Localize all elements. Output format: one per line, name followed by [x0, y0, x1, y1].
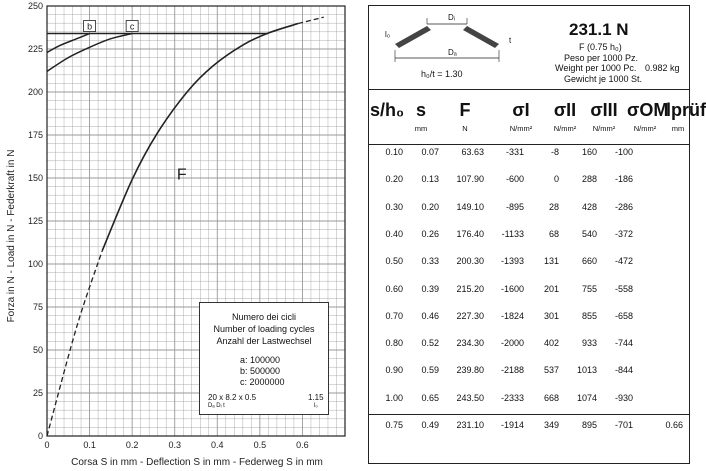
- table-cell: -331: [505, 147, 524, 157]
- table-cell: 933: [581, 338, 597, 349]
- column-unit: mm: [414, 124, 428, 133]
- table-row: [369, 256, 689, 276]
- y-tick-label: 25: [32, 388, 43, 398]
- table-cell: 895: [581, 420, 597, 430]
- table-cell: 0.13: [421, 174, 439, 185]
- legend-height: 1.15 l₀: [308, 393, 324, 409]
- legend-line-en: Number of loading cycles: [213, 324, 315, 334]
- table-cell: 0.70: [385, 310, 403, 321]
- column-symbol: F: [459, 100, 471, 120]
- table-row: [369, 229, 689, 249]
- table-cell: 176.40: [456, 228, 484, 239]
- table-row: [369, 147, 689, 167]
- column-header: [403, 100, 439, 133]
- table-cell: 0.40: [385, 228, 403, 239]
- table-cell: 0.66: [665, 420, 683, 430]
- table-cell: 0.20: [421, 201, 439, 212]
- column-header: [501, 100, 541, 133]
- column-unit: mm: [671, 124, 685, 133]
- table-cell: 149.10: [456, 201, 484, 212]
- table-row-reference: [369, 420, 689, 440]
- table-cell: 28: [548, 201, 559, 212]
- column-header: [666, 100, 706, 133]
- legend-line-de: Anzahl der Lastwechsel: [216, 336, 312, 346]
- y-axis-label: Forza in N - Load in N - Federkraft in N: [6, 149, 17, 323]
- column-header: [370, 100, 404, 124]
- table-cell: 660: [581, 256, 597, 267]
- y-tick-label: 225: [27, 44, 43, 54]
- x-tick-label: 0.5: [253, 440, 267, 450]
- table-cell: -930: [614, 392, 633, 403]
- legend-b: b: 500000: [240, 366, 281, 376]
- table-cell: 0.33: [421, 256, 439, 267]
- table-cell: 0.46: [421, 310, 439, 321]
- table-cell: -1600: [500, 283, 524, 294]
- table-cell: 402: [543, 338, 559, 349]
- table-cell: 68: [548, 228, 559, 239]
- x-tick-label: 0.4: [211, 440, 224, 450]
- x-axis-label: Corsa S in mm - Deflection S in mm - Federweg S in mm: [71, 457, 323, 468]
- table-cell: -1914: [500, 420, 524, 430]
- table-cell: 0.52: [421, 338, 439, 349]
- x-tick-label: 0.6: [296, 440, 309, 450]
- table-cell: 201: [543, 283, 559, 294]
- force-reference: F (0.75 h₀): [579, 42, 622, 52]
- column-symbol: s: [415, 100, 426, 120]
- table-row: [369, 393, 689, 413]
- column-symbol: σOM: [627, 100, 669, 120]
- table-cell: 1074: [576, 392, 597, 403]
- table-cell: 0: [553, 174, 559, 185]
- table-cell: 239.80: [456, 365, 484, 376]
- height-label: l₀: [385, 30, 391, 39]
- disc-spring-icon: [387, 10, 507, 70]
- table-cell: -472: [614, 256, 633, 267]
- inner-diameter-label: Dᵢ: [448, 13, 456, 22]
- y-tick-label: 250: [27, 1, 43, 11]
- table-cell: 540: [581, 228, 597, 239]
- table-row: [369, 284, 689, 304]
- table-cell: 0.59: [421, 365, 439, 376]
- table-cell: 428: [581, 201, 597, 212]
- table-cell: 0.60: [385, 283, 403, 294]
- table-row: [369, 365, 689, 385]
- spec-header: [369, 6, 689, 90]
- column-symbol: σII: [553, 100, 577, 120]
- series-c-label: c: [129, 21, 135, 32]
- table-cell: 0.50: [385, 256, 403, 267]
- weight-value: 0.982 kg: [645, 63, 680, 73]
- table-cell: 668: [543, 392, 559, 403]
- table-cell: 0.30: [385, 201, 403, 212]
- x-tick-label: 0.3: [168, 440, 181, 450]
- table-cell: -286: [614, 201, 633, 212]
- table-separator: [369, 414, 689, 415]
- table-cell: -600: [505, 174, 524, 185]
- table-cell: -1824: [500, 310, 524, 321]
- column-header: [627, 100, 669, 133]
- table-cell: 0.20: [385, 174, 403, 185]
- table-cell: 0.10: [385, 147, 403, 157]
- table-cell: 0.75: [385, 420, 403, 430]
- spring-data-panel: [368, 5, 706, 464]
- table-cell: 301: [543, 310, 559, 321]
- table-cell: 0.39: [421, 283, 439, 294]
- table-row: [369, 338, 689, 358]
- column-unit: N: [462, 124, 468, 133]
- weight-label-it: Peso per 1000 Pz.: [564, 53, 639, 63]
- y-tick-label: 50: [32, 345, 43, 355]
- table-cell: 537: [543, 365, 559, 376]
- table-cell: -1393: [500, 256, 524, 267]
- series-f-label: F: [176, 166, 187, 184]
- table-cell: 0.65: [421, 392, 439, 403]
- part-number: 231.1 N: [569, 20, 629, 39]
- legend-dims: 20 x 8.2 x 0.5 Dₐ Dᵢ t: [208, 393, 257, 409]
- table-cell: -701: [614, 420, 633, 430]
- thickness-label: t: [509, 36, 512, 45]
- table-cell: 1013: [576, 365, 597, 376]
- table-cell: -1133: [501, 228, 524, 239]
- table-cell: -744: [614, 338, 633, 349]
- series-f-dashed-start: [47, 250, 102, 436]
- column-header: [548, 100, 582, 133]
- table-cell: 0.07: [421, 147, 439, 157]
- table-cell: 855: [581, 310, 597, 321]
- column-header: [445, 100, 485, 133]
- table-cell: -2333: [500, 392, 524, 403]
- table-cell: 288: [581, 174, 597, 185]
- x-tick-label: 0: [44, 440, 50, 450]
- table-cell: -844: [614, 365, 633, 376]
- weight-label-de: Gewicht je 1000 St.: [564, 74, 643, 84]
- column-header: [587, 100, 621, 133]
- y-tick-label: 200: [27, 87, 43, 97]
- table-row: [369, 311, 689, 331]
- chart-legend-box: [199, 302, 329, 415]
- y-tick-label: 150: [27, 173, 43, 183]
- column-symbol: σI: [512, 100, 530, 120]
- legend-cycles: [240, 355, 328, 388]
- table-cell: 107.90: [456, 174, 484, 185]
- table-cell: 215.20: [456, 283, 484, 294]
- y-tick-label: 175: [27, 130, 43, 140]
- table-cell: 234.30: [456, 338, 484, 349]
- table-cell: -372: [614, 228, 633, 239]
- table-cell: 0.80: [385, 338, 403, 349]
- y-tick-label: 0: [37, 431, 43, 441]
- table-cell: -2188: [500, 365, 524, 376]
- table-cell: 200.30: [456, 256, 484, 267]
- table-cell: -8: [550, 147, 559, 157]
- table-cell: 349: [543, 420, 559, 430]
- y-tick-label: 125: [27, 216, 43, 226]
- column-unit: N/mm²: [553, 124, 577, 133]
- legend-c: c: 2000000: [240, 377, 285, 387]
- table-cell: 63.63: [461, 147, 484, 157]
- table-cell: -100: [614, 147, 633, 157]
- table-cell: 231.10: [456, 420, 484, 430]
- table-cell: -186: [614, 174, 633, 185]
- x-tick-label: 0.2: [125, 440, 139, 450]
- y-tick-label: 75: [32, 302, 43, 312]
- column-unit: N/mm²: [509, 124, 533, 133]
- legend-a: a: 100000: [240, 355, 281, 365]
- table-cell: -895: [505, 201, 524, 212]
- table-cell: 0.26: [421, 228, 439, 239]
- series-b-label: b: [87, 21, 93, 32]
- table-cell: 0.90: [385, 365, 403, 376]
- outer-diameter-label: Dₐ: [448, 48, 457, 57]
- table-cell: -2000: [500, 338, 524, 349]
- table-header: [369, 90, 706, 145]
- column-unit: N/mm²: [592, 124, 616, 133]
- legend-line-it: Numero dei cicli: [231, 312, 297, 322]
- column-symbol: lprüf: [666, 100, 706, 120]
- table-row: [369, 202, 689, 222]
- table-cell: 160: [581, 147, 597, 157]
- table-cell: 227.30: [456, 310, 484, 321]
- table-cell: 1.00: [385, 392, 403, 403]
- table-cell: 243.50: [456, 392, 484, 403]
- table-cell: -558: [614, 283, 633, 294]
- column-symbol: s/h₀: [370, 100, 405, 120]
- column-symbol: σIII: [590, 100, 618, 120]
- weight-label-en: Weight per 1000 Pc.: [555, 63, 637, 73]
- ratio-label: h₀/t = 1.30: [421, 69, 463, 79]
- table-cell: 131: [543, 256, 559, 267]
- table-row: [369, 174, 689, 194]
- table-cell: -658: [614, 310, 633, 321]
- table-cell: 0.49: [421, 420, 439, 430]
- x-tick-label: 0.1: [83, 440, 96, 450]
- y-tick-label: 100: [27, 259, 43, 269]
- table-cell: 755: [581, 283, 597, 294]
- column-unit: N/mm²: [633, 124, 657, 133]
